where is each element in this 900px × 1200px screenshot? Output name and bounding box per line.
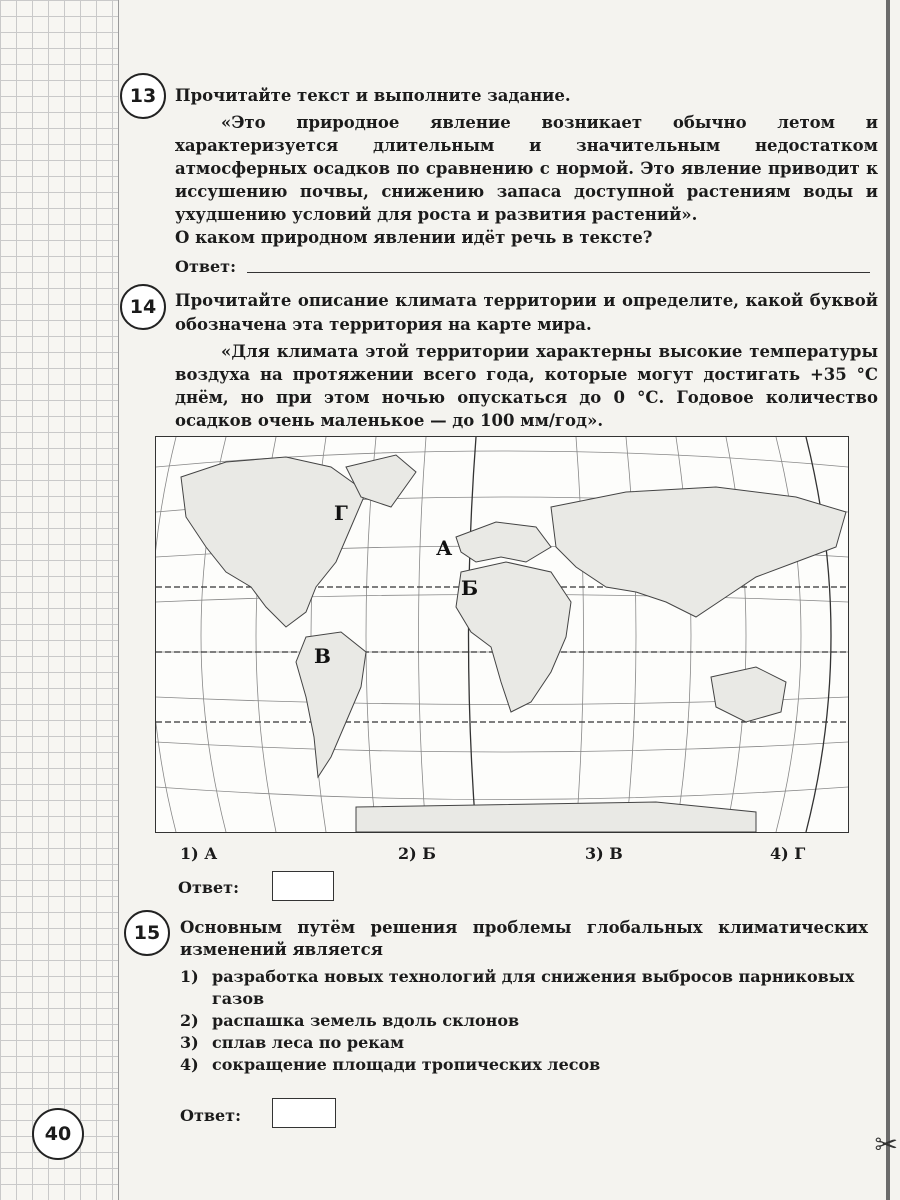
margin-grid bbox=[0, 0, 119, 1200]
question-13-answer-label: Ответ: bbox=[175, 257, 236, 276]
question-13-answer-field[interactable] bbox=[247, 272, 870, 273]
question-13-text: «Это природное явление возникает обычно летом и характеризуется длительным и значительным недостатком атмосферных осадков по сравнению с нормой. Это явление приводит к иссушению почвы, снижению запаса доступной растениям воды и ухудшению условий для роста и развития растений». bbox=[175, 113, 878, 224]
question-14-text: «Для климата этой территории характерны высокие температуры воздуха на протяжении всего года, которые могут достигать +35 °С днём, но при этом ночью опускаться до 0 °С. Годовое количество осадков очень маленькое — до 100 мм/год». bbox=[175, 342, 878, 430]
scissors-icon: ✂ bbox=[874, 1128, 898, 1161]
question-14-option-1[interactable]: 1) А bbox=[180, 844, 218, 863]
question-14-answer-box[interactable] bbox=[272, 871, 334, 901]
page-number: 40 bbox=[32, 1108, 84, 1160]
question-14-option-2[interactable]: 2) Б bbox=[398, 844, 436, 863]
question-14-title: Прочитайте описание климата территории и определите, какой буквой обозначена эта территория на карте мира. bbox=[175, 291, 878, 334]
question-15-option-3[interactable]: 3) сплав леса по рекам bbox=[180, 1033, 405, 1052]
map-label-a: А bbox=[436, 536, 453, 560]
question-13-question: О каком природном явлении идёт речь в тексте? bbox=[175, 228, 653, 247]
question-15-title: Основным путём решения проблемы глобальных климатических изменений является bbox=[180, 918, 868, 959]
map-label-v: В bbox=[314, 644, 331, 668]
question-14-option-4[interactable]: 4) Г bbox=[770, 844, 806, 863]
question-13-number: 13 bbox=[120, 73, 166, 119]
question-15-option-1[interactable]: 1) разработка новых технологий для снижения выбросов парниковых газов bbox=[180, 967, 855, 1008]
question-15-answer-label: Ответ: bbox=[180, 1106, 241, 1125]
question-14-number: 14 bbox=[120, 284, 166, 330]
cut-line bbox=[886, 0, 890, 1200]
question-15-number: 15 bbox=[124, 910, 170, 956]
question-15-option-2[interactable]: 2) распашка земель вдоль склонов bbox=[180, 1011, 520, 1030]
question-15-options bbox=[180, 966, 868, 1076]
question-14-answer-label: Ответ: bbox=[178, 878, 239, 897]
world-map bbox=[155, 436, 849, 833]
question-15-answer-box[interactable] bbox=[272, 1098, 336, 1128]
question-14-option-3[interactable]: 3) В bbox=[585, 844, 623, 863]
map-label-g: Г bbox=[334, 501, 348, 525]
map-label-b: Б bbox=[461, 576, 479, 600]
question-13-title: Прочитайте текст и выполните задание. bbox=[175, 86, 571, 105]
question-15-option-4[interactable]: 4) сокращение площади тропических лесов bbox=[180, 1055, 601, 1074]
